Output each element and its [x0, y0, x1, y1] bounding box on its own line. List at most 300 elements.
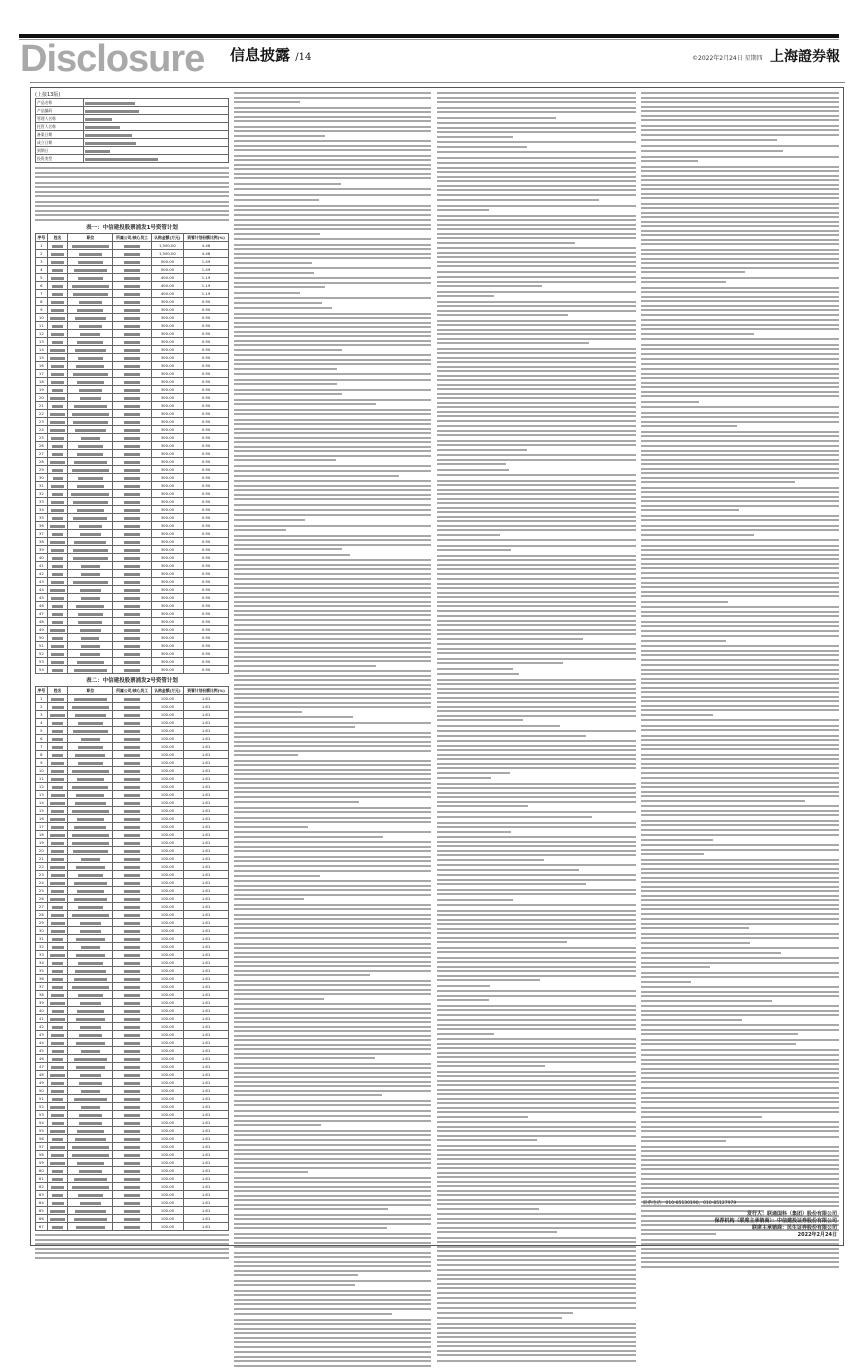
name-cell	[47, 823, 68, 831]
illegible-text	[73, 557, 108, 560]
illegible-text	[124, 1138, 140, 1141]
text-line	[234, 302, 322, 304]
illegible-text	[124, 469, 140, 472]
table-row	[36, 807, 229, 815]
text-line	[234, 168, 431, 170]
text-line	[437, 348, 636, 350]
text-line	[234, 860, 431, 862]
position-cell	[68, 959, 113, 967]
text-line	[641, 554, 839, 556]
company-cell	[113, 1207, 151, 1215]
illegible-text	[124, 429, 140, 432]
position-cell	[68, 258, 113, 266]
text-line	[641, 1155, 839, 1157]
text-line	[437, 941, 567, 943]
table-row	[36, 727, 229, 735]
row-number: 54	[36, 666, 48, 674]
text-line	[437, 889, 636, 891]
amount-cell: 300.00	[151, 570, 183, 578]
illegible-text	[50, 1162, 65, 1165]
illegible-text	[50, 1106, 65, 1109]
text-line	[437, 735, 586, 737]
text-line	[234, 787, 431, 789]
amount-cell: 300.00	[151, 434, 183, 442]
row-number: 17	[36, 823, 48, 831]
amount-cell: 100.00	[151, 871, 183, 879]
text-line	[437, 1259, 636, 1261]
text-line	[437, 406, 636, 408]
text-line	[437, 1139, 537, 1141]
text-line	[641, 937, 839, 939]
position-cell	[68, 650, 113, 658]
text-line	[437, 136, 513, 138]
name-cell	[47, 711, 68, 719]
text-line	[234, 262, 312, 264]
text-line	[437, 1297, 636, 1299]
illegible-text	[50, 954, 66, 957]
section-title	[230, 44, 311, 65]
text-line	[437, 1190, 636, 1192]
name-cell	[47, 250, 68, 258]
row-number: 25	[36, 887, 48, 895]
amount-cell: 100.00	[151, 935, 183, 943]
row-number: 64	[36, 1199, 48, 1207]
illegible-text	[80, 1002, 102, 1005]
ratio-cell: 1.61	[184, 1015, 229, 1023]
text-line	[437, 194, 636, 196]
ratio-cell: 0.90	[184, 658, 229, 666]
text-line	[234, 459, 336, 461]
table-row	[36, 1143, 229, 1151]
ratio-cell: 0.90	[184, 346, 229, 354]
table-row	[36, 1207, 229, 1215]
text-line	[641, 814, 839, 816]
illegible-text	[124, 1066, 140, 1069]
illegible-text	[51, 381, 64, 384]
text-line	[641, 591, 839, 593]
text-line	[641, 586, 839, 588]
text-line	[437, 758, 636, 760]
text-line	[641, 630, 839, 632]
name-cell	[47, 458, 68, 466]
text-line	[437, 1172, 636, 1174]
amount-cell: 300.00	[151, 602, 183, 610]
text-line	[234, 120, 431, 122]
text-line	[234, 965, 431, 967]
text-line	[437, 745, 636, 747]
ratio-cell: 1.61	[184, 967, 229, 975]
name-cell	[47, 1199, 68, 1207]
name-cell	[47, 719, 68, 727]
illegible-text	[85, 142, 135, 145]
text-line	[437, 215, 636, 217]
text-line	[641, 1081, 839, 1083]
text-line	[234, 437, 431, 439]
text-line	[234, 544, 431, 546]
text-line	[437, 167, 636, 169]
text-line	[437, 648, 636, 650]
text-line	[437, 1061, 636, 1063]
text-line	[641, 839, 713, 841]
text-line	[234, 1076, 431, 1078]
text-line	[234, 297, 431, 299]
illegible-text	[73, 373, 108, 376]
name-cell	[47, 703, 68, 711]
illegible-text	[78, 906, 103, 909]
position-cell	[68, 1167, 113, 1175]
text-line	[234, 1085, 431, 1087]
text-line	[234, 1190, 431, 1192]
illegible-text	[78, 762, 104, 765]
text-line	[234, 633, 431, 635]
position-cell	[68, 402, 113, 410]
company-cell	[113, 1055, 151, 1063]
illegible-text	[51, 858, 64, 861]
text-line	[234, 660, 431, 662]
text-line	[234, 1294, 431, 1296]
amount-cell: 300.00	[151, 418, 183, 426]
ratio-cell: 1.61	[184, 1055, 229, 1063]
illegible-text	[124, 706, 140, 709]
company-cell	[113, 807, 151, 815]
illegible-text	[79, 1034, 102, 1037]
text-line	[437, 1126, 636, 1128]
text-line	[437, 559, 636, 561]
row-number: 33	[36, 498, 48, 506]
text-line	[234, 614, 431, 616]
info-value	[84, 155, 229, 163]
illegible-text	[51, 1082, 63, 1085]
company-cell	[113, 751, 151, 759]
illegible-text	[51, 1042, 63, 1045]
text-line	[641, 230, 839, 232]
text-line	[437, 276, 636, 278]
amount-cell: 300.00	[151, 506, 183, 514]
illegible-text	[72, 842, 110, 845]
name-cell	[47, 1183, 68, 1191]
row-number: 50	[36, 1087, 48, 1095]
text-line	[437, 342, 589, 344]
column-header: 所属公司/核心员工	[113, 234, 151, 242]
table-row	[36, 562, 229, 570]
text-line	[234, 998, 324, 1000]
illegible-text	[124, 938, 140, 941]
illegible-text	[52, 738, 62, 741]
illegible-text	[124, 605, 140, 608]
text-line	[437, 493, 636, 495]
text-line	[437, 1227, 636, 1229]
text-line	[641, 1257, 839, 1259]
text-line	[641, 976, 839, 978]
illegible-text	[52, 445, 64, 448]
text-line	[641, 625, 839, 627]
text-line	[437, 1149, 636, 1151]
amount-cell: 100.00	[151, 943, 183, 951]
text-line	[641, 509, 739, 511]
table-row	[36, 1135, 229, 1143]
text-line	[234, 286, 325, 288]
table-row	[36, 1023, 229, 1031]
row-number: 45	[36, 1047, 48, 1055]
position-cell	[68, 458, 113, 466]
text-line	[641, 664, 839, 666]
ratio-cell: 1.61	[184, 847, 229, 855]
text-line	[234, 130, 431, 132]
text-line	[641, 800, 805, 802]
name-cell	[47, 999, 68, 1007]
text-line	[234, 97, 431, 99]
text-line	[437, 1255, 636, 1257]
text-line	[641, 881, 839, 883]
info-label: 到期日	[36, 147, 84, 155]
text-line	[641, 454, 839, 456]
name-cell	[47, 602, 68, 610]
text-line	[437, 914, 636, 916]
row-number: 33	[36, 951, 48, 959]
text-line	[234, 961, 431, 963]
row-number: 40	[36, 1007, 48, 1015]
text-line	[437, 1218, 636, 1220]
row-number: 20	[36, 847, 48, 855]
text-line	[437, 928, 636, 930]
position-cell	[68, 1143, 113, 1151]
text-line	[234, 1017, 431, 1019]
disclosure-body	[30, 87, 844, 1246]
text-line	[641, 184, 839, 186]
text-line	[234, 554, 350, 556]
text-line	[641, 129, 839, 131]
company-cell	[113, 346, 151, 354]
illegible-text	[50, 1146, 65, 1149]
text-line	[234, 313, 431, 315]
position-cell	[68, 1119, 113, 1127]
name-cell	[47, 967, 68, 975]
row-number: 6	[36, 282, 48, 290]
row-number: 3	[36, 258, 48, 266]
text-line	[641, 918, 839, 920]
text-line	[234, 1124, 321, 1126]
illegible-text	[52, 557, 63, 560]
illegible-text	[124, 802, 140, 805]
text-line	[641, 314, 839, 316]
position-cell	[68, 999, 113, 1007]
table-row	[36, 402, 229, 410]
text-line	[234, 1360, 431, 1362]
position-cell	[68, 282, 113, 290]
text-line	[234, 1053, 431, 1055]
text-line	[641, 700, 839, 702]
text-line	[234, 340, 431, 342]
text-line	[234, 228, 431, 230]
text-line	[437, 1360, 636, 1362]
text-line	[641, 725, 839, 727]
table-row	[36, 855, 229, 863]
text-line	[234, 145, 431, 147]
text-line	[234, 1177, 431, 1179]
text-line	[437, 117, 556, 119]
ratio-cell: 0.90	[184, 538, 229, 546]
text-line	[234, 811, 431, 813]
table-row	[36, 482, 229, 490]
text-line	[437, 1154, 636, 1156]
illegible-text	[76, 954, 104, 957]
illegible-text	[78, 1194, 103, 1197]
company-cell	[113, 1151, 151, 1159]
illegible-text	[77, 381, 104, 384]
company-cell	[113, 1031, 151, 1039]
row-number: 43	[36, 1031, 48, 1039]
illegible-text	[124, 597, 140, 600]
company-cell	[113, 967, 151, 975]
company-cell	[113, 594, 151, 602]
amount-cell: 100.00	[151, 807, 183, 815]
text-line	[437, 320, 636, 322]
text-line	[437, 763, 636, 765]
company-cell	[113, 434, 151, 442]
info-label: 成立日期	[36, 139, 84, 147]
table-row	[36, 354, 229, 362]
text-line	[641, 463, 839, 465]
illegible-text	[74, 461, 107, 464]
text-line	[641, 1178, 839, 1180]
illegible-text	[124, 954, 140, 957]
text-line	[437, 1327, 636, 1329]
table-row	[36, 1119, 229, 1127]
illegible-text	[77, 661, 103, 664]
text-line	[234, 665, 376, 667]
text-line	[234, 480, 431, 482]
text-line	[437, 662, 563, 664]
text-line	[234, 670, 431, 672]
text-line	[437, 1292, 636, 1294]
illegible-text	[124, 1210, 140, 1213]
name-cell	[47, 290, 68, 298]
illegible-text	[124, 1082, 140, 1085]
company-cell	[113, 1103, 151, 1111]
company-cell	[113, 378, 151, 386]
amount-cell: 300.00	[151, 522, 183, 530]
text-line	[234, 164, 431, 166]
text-line	[234, 817, 431, 819]
row-number: 39	[36, 546, 48, 554]
illegible-text	[73, 517, 107, 520]
text-line	[234, 224, 431, 226]
position-cell	[68, 815, 113, 823]
text-line	[641, 673, 839, 675]
name-cell	[47, 895, 68, 903]
company-cell	[113, 951, 151, 959]
text-line	[437, 529, 636, 531]
company-cell	[113, 266, 151, 274]
illegible-text	[52, 986, 64, 989]
table-row	[36, 975, 229, 983]
table-row	[36, 410, 229, 418]
text-line	[641, 582, 839, 584]
text-line	[437, 516, 636, 518]
text-line	[437, 357, 636, 359]
text-line	[641, 1005, 839, 1007]
name-cell	[47, 442, 68, 450]
position-cell	[68, 586, 113, 594]
company-cell	[113, 570, 151, 578]
table-row	[36, 879, 229, 887]
illegible-text	[79, 389, 102, 392]
row-number: 18	[36, 831, 48, 839]
ratio-cell: 1.61	[184, 1103, 229, 1111]
text-line	[437, 176, 636, 178]
illegible-text	[50, 421, 66, 424]
illegible-text	[51, 645, 65, 648]
text-line	[641, 333, 754, 335]
name-cell	[47, 863, 68, 871]
text-line	[437, 301, 636, 303]
company-cell	[113, 887, 151, 895]
illegible-text	[52, 1098, 63, 1101]
amount-cell: 100.00	[151, 1199, 183, 1207]
table-row	[36, 751, 229, 759]
row-number: 14	[36, 799, 48, 807]
text-line	[437, 545, 636, 547]
table-row	[36, 458, 229, 466]
illegible-text	[124, 357, 140, 360]
text-line	[641, 425, 737, 427]
text-line	[234, 519, 305, 521]
text-line	[641, 549, 839, 551]
position-cell	[68, 1127, 113, 1135]
row-number: 55	[36, 1127, 48, 1135]
table-row	[36, 935, 229, 943]
ratio-cell: 0.90	[184, 602, 229, 610]
name-cell	[47, 498, 68, 506]
name-cell	[47, 1207, 68, 1215]
ratio-cell: 1.61	[184, 711, 229, 719]
text-line	[234, 423, 431, 425]
text-line	[234, 1057, 375, 1059]
illegible-text	[75, 317, 106, 320]
position-cell	[68, 394, 113, 402]
ratio-cell: 1.61	[184, 1183, 229, 1191]
text-line	[641, 868, 839, 870]
text-line	[437, 615, 636, 617]
illegible-text	[124, 397, 140, 400]
illegible-text	[124, 525, 140, 528]
illegible-text	[52, 1122, 64, 1125]
row-number: 7	[36, 743, 48, 751]
text-line	[234, 647, 431, 649]
text-line	[641, 942, 750, 944]
text-line	[437, 393, 636, 395]
illegible-text	[50, 1210, 66, 1213]
text-line	[234, 970, 431, 972]
text-line	[437, 1024, 636, 1026]
position-cell	[68, 626, 113, 634]
text-line	[641, 1140, 726, 1142]
position-cell	[68, 1095, 113, 1103]
position-cell	[68, 666, 113, 674]
text-line	[234, 1094, 382, 1096]
row-number: 37	[36, 983, 48, 991]
ratio-cell: 0.90	[184, 314, 229, 322]
name-cell	[47, 1151, 68, 1159]
row-number: 61	[36, 1175, 48, 1183]
table-row	[36, 999, 229, 1007]
illegible-text	[81, 858, 101, 861]
illegible-text	[52, 621, 63, 624]
row-number: 48	[36, 1071, 48, 1079]
illegible-text	[50, 802, 65, 805]
text-line	[437, 1014, 636, 1016]
text-line	[641, 1033, 798, 1035]
